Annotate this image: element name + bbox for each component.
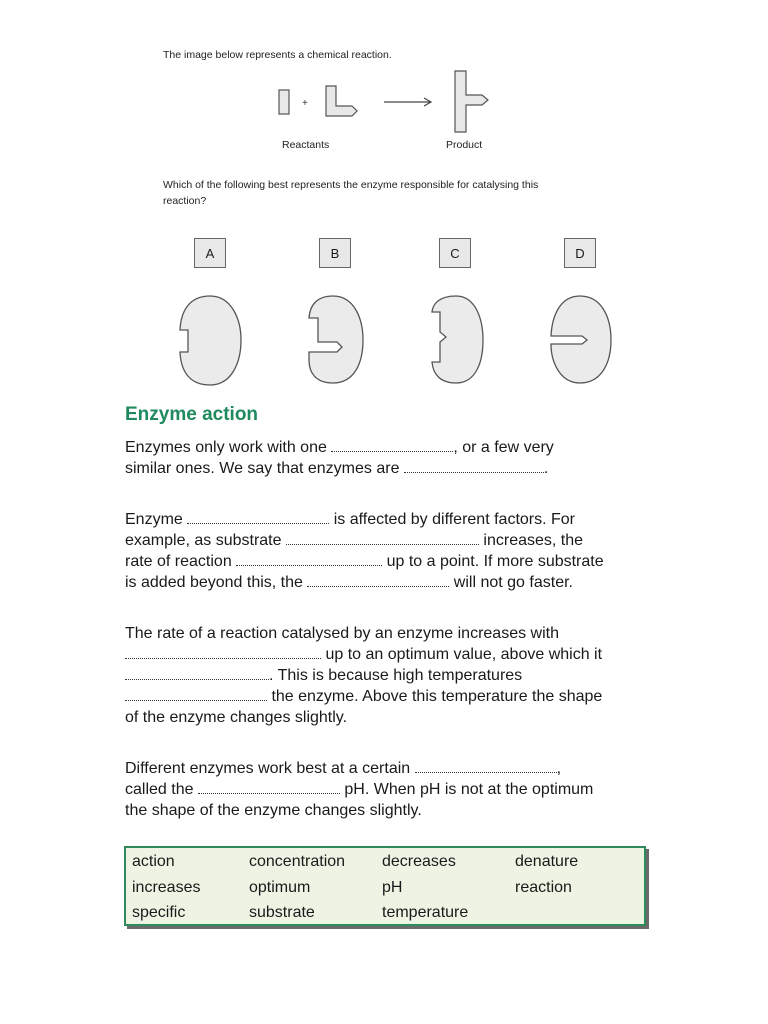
- blank-7[interactable]: [125, 646, 321, 659]
- blank-2[interactable]: [404, 460, 544, 473]
- blank-4[interactable]: [286, 532, 479, 545]
- reactants-label: Reactants: [282, 139, 330, 151]
- enzyme-b-shape[interactable]: [309, 296, 363, 383]
- blank-1[interactable]: [331, 439, 453, 452]
- product-shape: [455, 71, 488, 132]
- blank-3[interactable]: [187, 511, 329, 524]
- blank-11[interactable]: [198, 781, 340, 794]
- blank-8[interactable]: [125, 667, 269, 680]
- paragraph-3: The rate of a reaction catalysed by an enzyme increases with up to an optimum value, above which it . This is because high temperatures the enzyme. Above this temperature the shape of the enzyme changes slightly.: [125, 625, 603, 726]
- question-prompt: Which of the following best represents the enzyme responsible for catalysing this reaction?: [163, 179, 539, 207]
- product-label: Product: [446, 139, 483, 151]
- blank-10[interactable]: [415, 760, 557, 773]
- word-bank-item[interactable]: denature: [515, 853, 579, 870]
- question-intro: The image below represents a chemical reaction.: [163, 49, 392, 61]
- blank-6[interactable]: [307, 574, 449, 587]
- word-bank-item[interactable]: action: [132, 853, 175, 870]
- word-bank-item[interactable]: optimum: [249, 879, 311, 896]
- enzyme-c-shape[interactable]: [432, 296, 483, 383]
- reactant-l-shape: [326, 86, 357, 116]
- paragraph-1: Enzymes only work with one , or a few very similar ones. We say that enzymes are .: [125, 439, 554, 477]
- enzyme-options: [0, 290, 768, 400]
- paragraph-2: Enzyme is affected by different factors. For example, as substrate increases, the rate of reaction up to a point. If more substrate is added beyond this, the will not go faster.: [125, 511, 604, 591]
- svg-text:+: +: [302, 98, 308, 109]
- enzyme-a-shape[interactable]: [180, 296, 241, 385]
- word-bank-item[interactable]: concentration: [249, 853, 346, 870]
- enzyme-d-shape[interactable]: [551, 296, 611, 383]
- paragraph-1-text: Enzymes only work with one: [125, 439, 332, 456]
- word-bank-item[interactable]: specific: [132, 904, 186, 921]
- word-bank: [124, 846, 646, 926]
- word-bank-item[interactable]: substrate: [249, 904, 315, 921]
- word-bank-item[interactable]: increases: [132, 879, 201, 896]
- blank-5[interactable]: [236, 553, 382, 566]
- word-bank-item[interactable]: pH: [382, 879, 403, 896]
- option-d-box[interactable]: D: [564, 238, 596, 268]
- option-c-box[interactable]: C: [439, 238, 471, 268]
- option-b-box[interactable]: B: [319, 238, 351, 268]
- option-a-box[interactable]: A: [194, 238, 226, 268]
- section-title: Enzyme action: [125, 404, 259, 425]
- word-bank-item[interactable]: decreases: [382, 853, 456, 870]
- word-bank-item[interactable]: reaction: [515, 879, 572, 896]
- blank-9[interactable]: [125, 688, 267, 701]
- paragraph-4: Different enzymes work best at a certain , called the pH. When pH is not at the optimum the shape of the enzyme changes slightly.: [125, 760, 594, 819]
- word-bank-item[interactable]: temperature: [382, 904, 469, 921]
- reactant-bar-shape: [279, 90, 289, 114]
